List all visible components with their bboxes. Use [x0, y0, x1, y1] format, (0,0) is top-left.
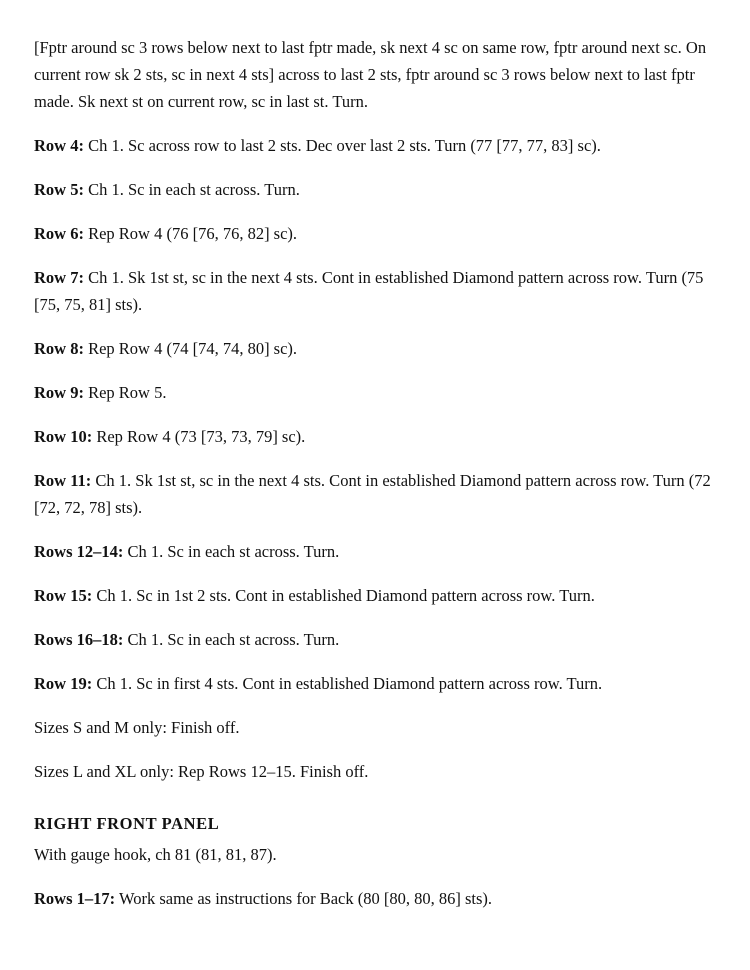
- instruction-paragraph: [34, 132, 714, 159]
- row-text: [Fptr around sc 3 rows below next to last fptr made, sk next 4 sc on same row, fptr around next sc. On current row sk 2 sts, sc in next 4 sts] across to last 2 sts, fptr around sc 3 rows below next to last fptr made. Sk next st on current row, sc in last st. Turn.: [34, 38, 707, 111]
- instruction-paragraph: [34, 626, 714, 653]
- document-page: [34, 34, 714, 929]
- row-label: Rows 16–18:: [34, 630, 124, 649]
- row-label: Row 11:: [34, 471, 92, 490]
- row-text: Ch 1. Sc in 1st 2 sts. Cont in established Diamond pattern across row. Turn.: [92, 586, 595, 605]
- row-text: Work same as instructions for Back (80 [80, 80, 86] sts).: [115, 889, 493, 908]
- row-text: Ch 1. Sc in each st across. Turn.: [123, 630, 340, 649]
- row-label: Row 15:: [34, 586, 93, 605]
- instruction-paragraph: [34, 423, 714, 450]
- section-rows-paragraph: [34, 885, 714, 912]
- row-label: Row 9:: [34, 383, 84, 402]
- row-text: Rep Row 4 (73 [73, 73, 79] sc).: [92, 427, 306, 446]
- row-text: Ch 1. Sc in first 4 sts. Cont in established Diamond pattern across row. Turn.: [92, 674, 603, 693]
- instruction-paragraph: [34, 379, 714, 406]
- instruction-paragraph: [34, 670, 714, 697]
- row-text: Ch 1. Sc across row to last 2 sts. Dec over last 2 sts. Turn (77 [77, 77, 83] sc).: [83, 136, 601, 155]
- row-text: Ch 1. Sk 1st st, sc in the next 4 sts. Cont in established Diamond pattern across row. Turn (72 [72, 72, 78] sts).: [34, 471, 711, 517]
- instruction-paragraph: [34, 335, 714, 362]
- instruction-paragraph: [34, 538, 714, 565]
- instruction-paragraph: [34, 467, 714, 521]
- instruction-paragraph: [34, 264, 714, 318]
- row-label: Row 10:: [34, 427, 93, 446]
- section-intro: With gauge hook, ch 81 (81, 81, 87).: [34, 845, 277, 864]
- row-text: Rep Row 4 (74 [74, 74, 80] sc).: [83, 339, 298, 358]
- row-text: Rep Row 5.: [83, 383, 167, 402]
- row-label: Row 8:: [34, 339, 84, 358]
- row-text: Sizes L and XL only: Rep Rows 12–15. Finish off.: [34, 762, 369, 781]
- row-label: Row 19:: [34, 674, 93, 693]
- instruction-paragraph: [34, 220, 714, 247]
- instruction-paragraph: [34, 714, 714, 741]
- row-text: Rep Row 4 (76 [76, 76, 82] sc).: [83, 224, 298, 243]
- instruction-paragraph: [34, 582, 714, 609]
- row-text: Ch 1. Sc in each st across. Turn.: [83, 180, 300, 199]
- instruction-paragraph: [34, 758, 714, 785]
- row-label: Rows 12–14:: [34, 542, 124, 561]
- pattern-instructions: [34, 34, 714, 785]
- section-heading: RIGHT FRONT PANEL: [34, 814, 220, 833]
- row-text: Ch 1. Sk 1st st, sc in the next 4 sts. Cont in established Diamond pattern across row. Turn (75 [75, 75, 81] sts).: [34, 268, 704, 314]
- row-label: Row 4:: [34, 136, 84, 155]
- row-label: Rows 1–17:: [34, 889, 116, 908]
- row-label: Row 5:: [34, 180, 84, 199]
- row-label: Row 6:: [34, 224, 84, 243]
- instruction-paragraph: [34, 176, 714, 203]
- row-label: Row 7:: [34, 268, 84, 287]
- row-text: Ch 1. Sc in each st across. Turn.: [123, 542, 340, 561]
- instruction-paragraph: [34, 34, 714, 115]
- row-text: Sizes S and M only: Finish off.: [34, 718, 240, 737]
